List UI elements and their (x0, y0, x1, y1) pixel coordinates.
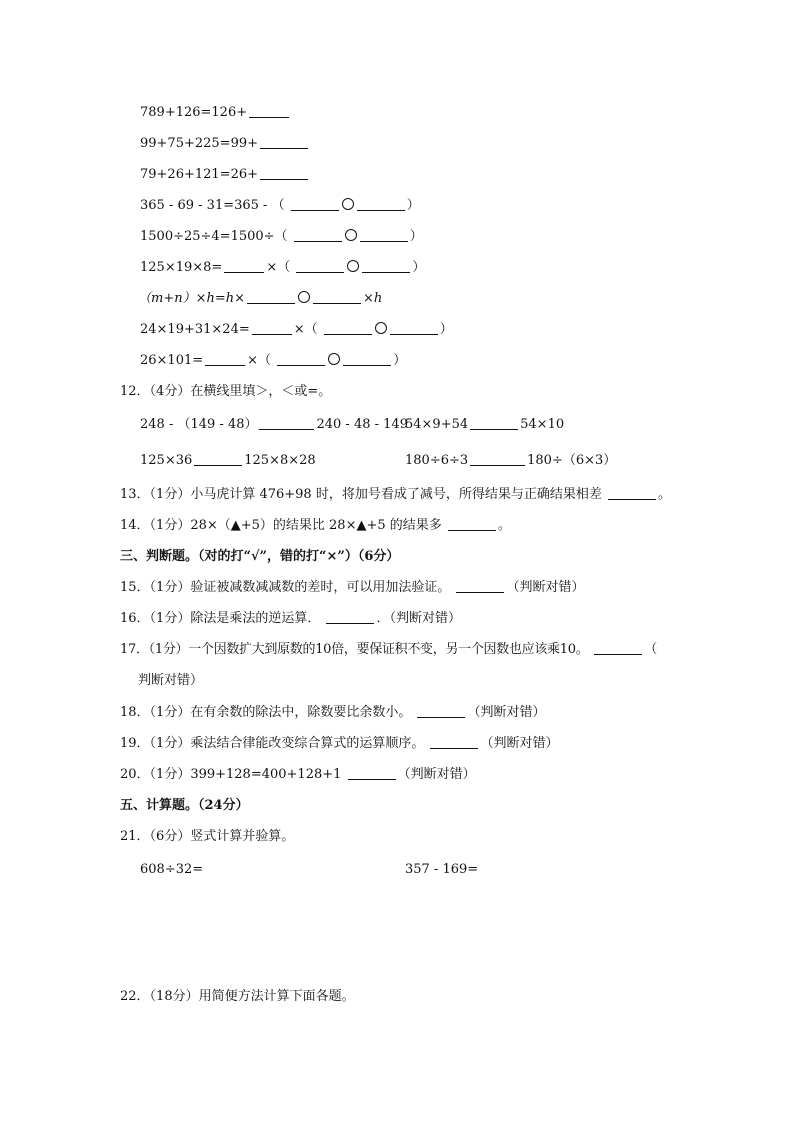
question-end: （判断对错） (480, 736, 559, 751)
answer-blank[interactable] (390, 321, 438, 335)
eq-line-7 (138, 290, 382, 308)
compare-left: 54×9+54 (405, 417, 469, 432)
eq-text: 125×19×8= (140, 260, 223, 275)
operator-circle[interactable] (375, 322, 387, 334)
compare-left: 125×36 (140, 453, 193, 468)
answer-blank[interactable] (326, 610, 374, 624)
eq-line-9 (140, 352, 406, 370)
question-13 (120, 486, 671, 504)
operator-circle[interactable] (328, 353, 340, 365)
answer-blank[interactable] (348, 766, 396, 780)
operator-circle[interactable] (347, 260, 359, 272)
compare-a (140, 416, 408, 434)
answer-blank[interactable] (430, 735, 478, 749)
eq-line-3 (140, 166, 310, 184)
eq-text: 79+26+121=26+ (140, 167, 259, 182)
compare-right: 54×10 (520, 417, 565, 432)
eq-text: 365 - 69 - 31=365 - （ (140, 198, 285, 213)
answer-blank[interactable] (456, 579, 504, 593)
question-end: （判断对错） (397, 767, 476, 782)
eq-line-2 (140, 135, 310, 153)
question-22-title: 22．（18分）用简便方法计算下面各题。 (120, 989, 355, 1004)
compare-b (405, 416, 564, 434)
compare-d (405, 452, 616, 470)
operator-circle[interactable] (298, 291, 310, 303)
question-16 (120, 610, 461, 628)
question-15 (120, 579, 584, 597)
answer-blank[interactable] (194, 452, 242, 466)
compare-left: 180÷6÷3 (405, 453, 469, 468)
eq-text: ×（ (266, 260, 291, 275)
answer-blank[interactable] (294, 228, 342, 242)
eq-text: 26×101= (140, 353, 204, 368)
eq-text: ） (412, 260, 426, 275)
eq-text: ×h (363, 291, 383, 306)
answer-blank[interactable] (324, 321, 372, 335)
eq-text: ） (406, 198, 420, 213)
answer-blank[interactable] (277, 352, 325, 366)
question-end: 。 (657, 487, 671, 502)
eq-text: ） (409, 229, 423, 244)
question-end: （判断对错） (467, 705, 546, 720)
operator-circle[interactable] (342, 198, 354, 210)
answer-blank[interactable] (252, 321, 292, 335)
compare-c (140, 452, 316, 470)
question-text: 16．（1分）除法是乘法的逆运算． (120, 611, 321, 626)
answer-blank[interactable] (249, 104, 289, 118)
answer-blank[interactable] (608, 486, 656, 500)
eq-line-1 (140, 104, 291, 122)
answer-blank[interactable] (360, 228, 408, 242)
question-end: ．（判断对错） (376, 611, 461, 626)
eq-line-4 (140, 197, 420, 215)
question-17 (120, 641, 657, 659)
eq-text: 1500÷25÷4=1500÷（ (140, 229, 288, 244)
answer-blank[interactable] (417, 704, 465, 718)
calc-expression-2: 357 - 169= (405, 862, 479, 877)
question-18 (120, 704, 545, 722)
question-17-continued: 判断对错） (138, 673, 204, 688)
question-end: 。 (497, 518, 511, 533)
question-text: 13．（1分）小马虎计算 476+98 时，将加号看成了减号，所得结果与正确结果相差 (120, 487, 602, 502)
question-end: （ (644, 642, 657, 657)
answer-blank[interactable] (470, 452, 525, 466)
eq-text: 789+126=126+ (140, 105, 248, 120)
eq-line-8 (140, 321, 453, 339)
answer-blank[interactable] (357, 197, 405, 211)
question-text: 18．（1分）在有余数的除法中，除数要比余数小。 (120, 705, 412, 720)
answer-blank[interactable] (247, 290, 295, 304)
section-5-title: 五、计算题。（24分） (120, 798, 249, 813)
question-text: 15．（1分）验证被减数减减数的差时，可以用加法验证。 (120, 580, 451, 595)
answer-blank[interactable] (260, 135, 308, 149)
answer-blank[interactable] (313, 290, 361, 304)
question-text: 19．（1分）乘法结合律能改变综合算式的运算顺序。 (120, 736, 425, 751)
answer-blank[interactable] (594, 641, 642, 655)
compare-left: 248 - （149 - 48） (140, 417, 258, 432)
answer-blank[interactable] (291, 197, 339, 211)
operator-circle[interactable] (345, 229, 357, 241)
eq-line-6 (140, 259, 425, 277)
question-14 (120, 517, 511, 535)
answer-blank[interactable] (362, 259, 410, 273)
calc-expression-1: 608÷32= (140, 862, 204, 877)
compare-right: 125×8×28 (244, 453, 316, 468)
answer-blank[interactable] (470, 416, 518, 430)
answer-blank[interactable] (260, 166, 308, 180)
compare-right: 180÷（6×3） (527, 453, 617, 468)
compare-right: 240 - 48 - 149 (316, 417, 408, 432)
question-text: 14．（1分）28×（▲+5）的结果比 28×▲+5 的结果多 (120, 518, 442, 533)
question-19 (120, 735, 558, 753)
eq-text: （m+n）×h=h× (138, 291, 246, 306)
answer-blank[interactable] (448, 517, 496, 531)
answer-blank[interactable] (343, 352, 391, 366)
eq-text: ） (393, 353, 407, 368)
eq-text: ） (439, 322, 453, 337)
eq-text: 24×19+31×24= (140, 322, 250, 337)
question-text: 17．（1分）一个因数扩大到原数的10倍，要保证积不变，另一个因数也应该乘10。 (120, 642, 589, 657)
question-20 (120, 766, 476, 784)
answer-blank[interactable] (296, 259, 344, 273)
eq-line-5 (140, 228, 423, 246)
answer-blank[interactable] (224, 259, 264, 273)
question-text: 20．（1分）399+128=400+128+1 (120, 767, 342, 782)
answer-blank[interactable] (205, 352, 245, 366)
question-12-title: 12．（4分）在横线里填＞，＜或=。 (120, 384, 332, 399)
eq-text: ×（ (247, 353, 272, 368)
section-3-title: 三、判断题。（对的打“√”，错的打“×”）（6分） (120, 549, 400, 564)
eq-text: 99+75+225=99+ (140, 136, 259, 151)
question-21-title: 21．（6分）竖式计算并验算。 (120, 829, 295, 844)
answer-blank[interactable] (259, 416, 314, 430)
eq-text: ×（ (293, 322, 318, 337)
question-end: （判断对错） (506, 580, 585, 595)
